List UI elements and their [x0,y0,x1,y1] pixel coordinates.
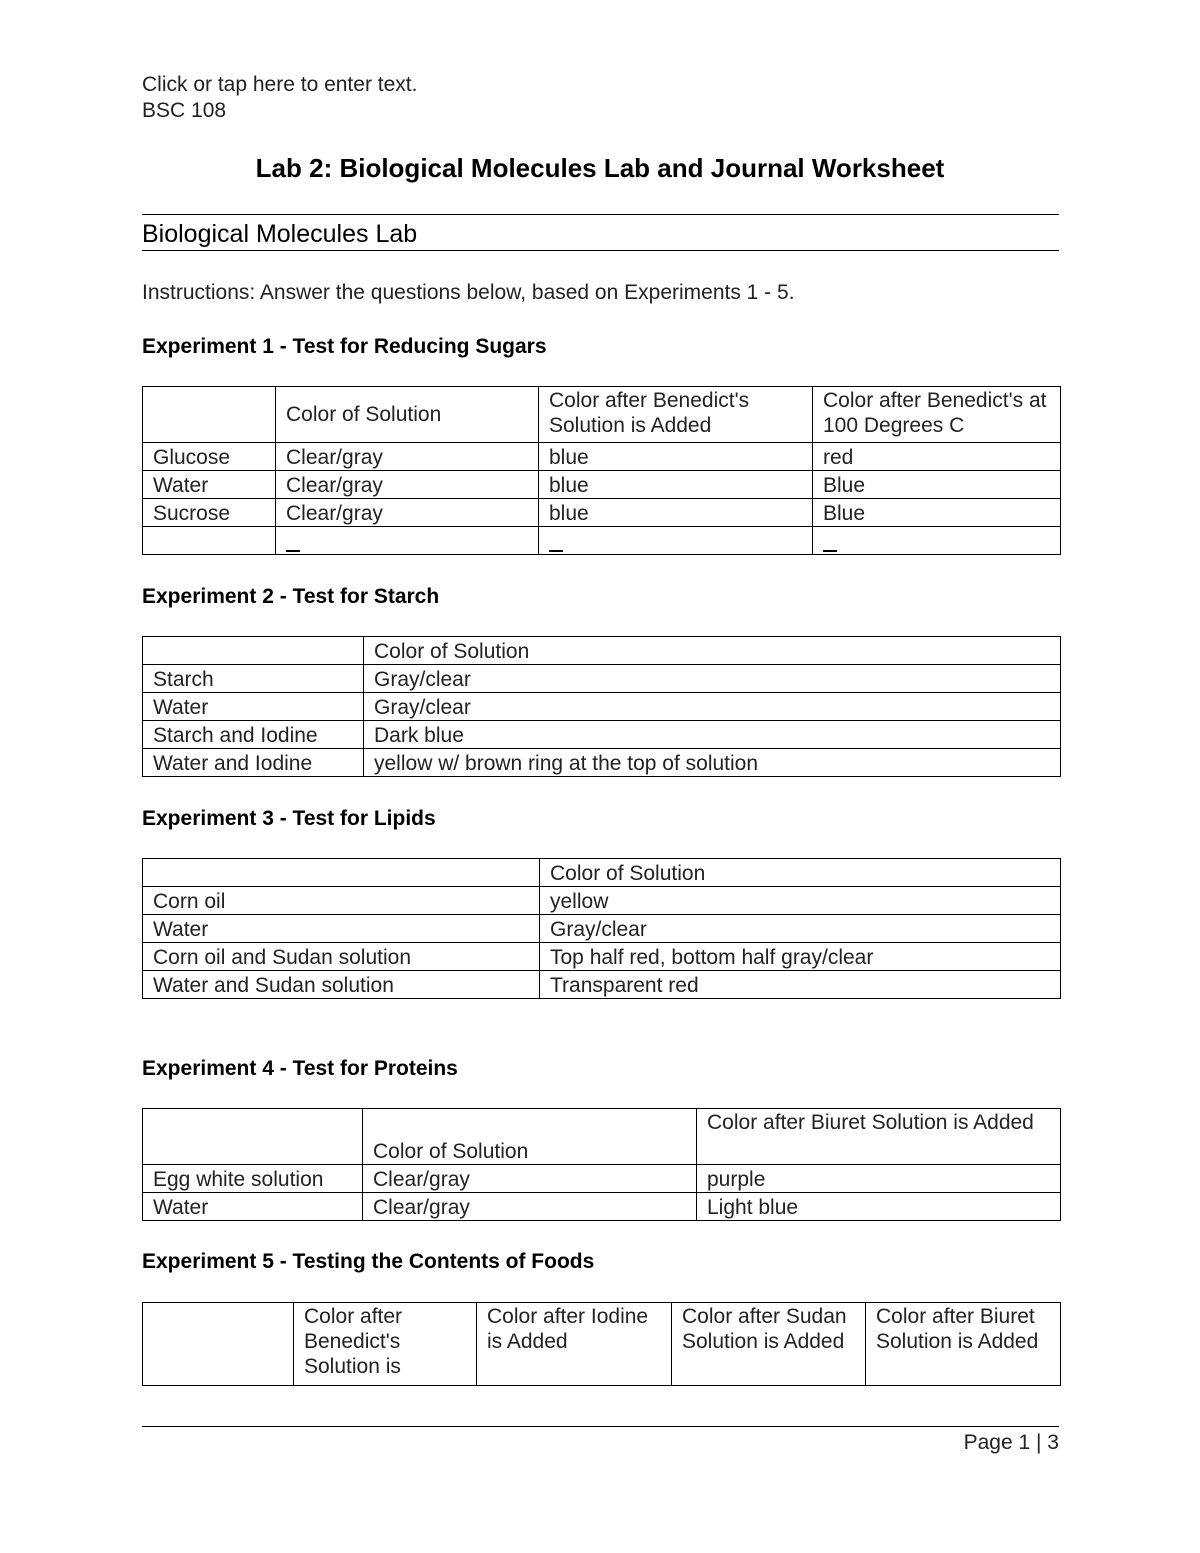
table-cell[interactable]: Clear/gray [276,471,539,499]
course-code: BSC 108 [142,99,227,122]
header-cell [143,637,364,665]
table-cell[interactable]: Gray/clear [364,665,1061,693]
header-cell: Color after Sudan Solution is Added [672,1303,866,1386]
table-cell[interactable]: yellow w/ brown ring at the top of solution [364,749,1061,777]
table-cell: Water and Sudan solution [143,971,540,999]
table-row [143,1193,1061,1221]
blank-dash [823,550,837,552]
table-cell: Glucose [143,443,276,471]
experiment-2-table [142,636,1061,777]
table-cell[interactable]: Transparent red [540,971,1061,999]
table-cell: Water [143,915,540,943]
table-header-row [143,859,1061,887]
table-header-row [143,637,1061,665]
table-cell: Water [143,471,276,499]
footer-rule [142,1426,1059,1427]
experiment-1-table [142,386,1061,555]
table-row [143,915,1061,943]
table-cell[interactable]: Gray/clear [364,693,1061,721]
table-cell[interactable]: Light blue [697,1193,1061,1221]
table-row-empty [143,527,1061,555]
experiment-4-table [142,1108,1061,1221]
table-row [143,499,1061,527]
table-cell[interactable]: Clear/gray [276,443,539,471]
instructions: Instructions: Answer the questions below, based on Experiments 1 - 5. [142,281,795,304]
header-cell: Color of Solution [364,637,1061,665]
table-row [143,443,1061,471]
table-cell[interactable]: Dark blue [364,721,1061,749]
table-cell[interactable]: red [813,443,1061,471]
table-row [143,971,1061,999]
experiment-3-table [142,858,1061,999]
table-cell: Starch [143,665,364,693]
table-cell[interactable] [813,527,1061,555]
table-cell[interactable]: blue [539,443,813,471]
table-cell: Water and Iodine [143,749,364,777]
section-rule-top [142,214,1059,215]
header-cell: Color after Benedict's Solution is [294,1303,477,1386]
blank-dash [286,550,300,552]
table-row [143,721,1061,749]
table-row [143,471,1061,499]
header-cell [143,859,540,887]
table-cell[interactable]: Clear/gray [276,499,539,527]
table-cell[interactable]: Top half red, bottom half gray/clear [540,943,1061,971]
placeholder-text-field[interactable]: Click or tap here to enter text. [142,73,418,96]
header-cell: Color after Biuret Solution is Added [697,1109,1061,1165]
table-cell[interactable]: purple [697,1165,1061,1193]
table-cell[interactable] [276,527,539,555]
table-row [143,1165,1061,1193]
table-cell[interactable]: blue [539,471,813,499]
page-title: Lab 2: Biological Molecules Lab and Journal Worksheet [255,153,945,183]
table-header-row [143,387,1061,443]
table-cell: Water [143,693,364,721]
header-cell: Color of Solution [363,1109,697,1165]
table-cell: Corn oil and Sudan solution [143,943,540,971]
header-cell: Color after Benedict's Solution is Added [539,387,813,443]
table-cell: Starch and Iodine [143,721,364,749]
experiment-4-heading: Experiment 4 - Test for Proteins [142,1057,458,1080]
header-cell [143,387,276,443]
table-header-row [143,1303,1061,1386]
table-cell[interactable]: Blue [813,471,1061,499]
header-cell: Color after Biuret Solution is Added [866,1303,1061,1386]
table-cell[interactable]: blue [539,499,813,527]
table-cell[interactable]: Clear/gray [363,1165,697,1193]
table-row [143,749,1061,777]
section-title: Biological Molecules Lab [142,220,418,248]
header-cell [143,1109,363,1165]
header-cell [143,1303,294,1386]
table-cell[interactable]: Blue [813,499,1061,527]
table-cell: Water [143,1193,363,1221]
table-row [143,887,1061,915]
table-row [143,693,1061,721]
blank-dash [549,550,563,552]
header-cell: Color after Benedict's at 100 Degrees C [813,387,1061,443]
table-cell: Sucrose [143,499,276,527]
table-cell[interactable]: yellow [540,887,1061,915]
table-header-row [143,1109,1061,1165]
experiment-5-heading: Experiment 5 - Testing the Contents of Foods [142,1250,595,1273]
experiment-3-heading: Experiment 3 - Test for Lipids [142,807,436,830]
experiment-1-heading: Experiment 1 - Test for Reducing Sugars [142,335,547,358]
table-cell[interactable]: Gray/clear [540,915,1061,943]
table-cell: Egg white solution [143,1165,363,1193]
header-cell: Color after Iodine is Added [477,1303,672,1386]
table-cell[interactable] [143,527,276,555]
header-cell: Color of Solution [276,387,539,443]
experiment-5-table [142,1302,1061,1386]
table-cell: Corn oil [143,887,540,915]
table-row [143,665,1061,693]
header-cell: Color of Solution [540,859,1061,887]
page-number: Page 1 | 3 [963,1431,1059,1454]
experiment-2-heading: Experiment 2 - Test for Starch [142,585,440,608]
section-rule-bottom [142,250,1059,251]
table-row [143,943,1061,971]
table-cell[interactable]: Clear/gray [363,1193,697,1221]
table-cell[interactable] [539,527,813,555]
